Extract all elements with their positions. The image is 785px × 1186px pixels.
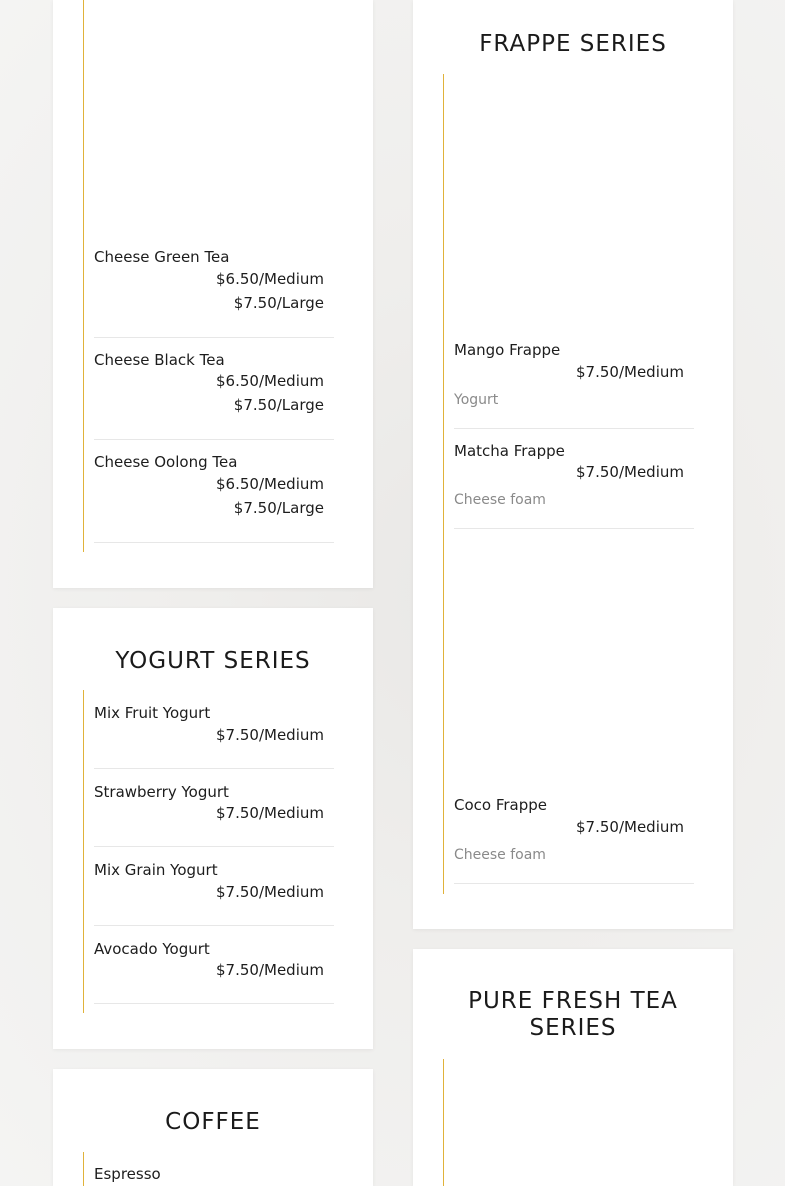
divider xyxy=(454,883,694,884)
coffee-card xyxy=(53,1069,373,1186)
frappe-series-card xyxy=(413,0,733,929)
item-name: Espresso xyxy=(94,1165,161,1183)
menu-item xyxy=(94,783,334,848)
item-name: Mix Grain Yogurt xyxy=(94,861,218,879)
divider xyxy=(454,528,694,529)
menu-item xyxy=(94,248,334,338)
divider xyxy=(94,846,334,847)
price-large: $7.50/Large xyxy=(233,294,324,312)
price-medium: $7.50/Medium xyxy=(576,818,684,836)
accent-line xyxy=(83,1152,84,1186)
item-name: Coco Frappe xyxy=(454,796,548,814)
cheese-series-card xyxy=(53,0,373,588)
pure-fresh-tea-card xyxy=(413,949,733,1186)
price-medium: $7.50/Medium xyxy=(216,883,324,901)
menu-item xyxy=(94,453,334,543)
accent-line xyxy=(83,0,84,552)
price-medium: $7.50/Medium xyxy=(216,961,324,979)
menu-item xyxy=(454,442,694,529)
price-medium: $7.50/Medium xyxy=(576,463,684,481)
item-name: Avocado Yogurt xyxy=(94,940,210,958)
item-name: Mango Frappe xyxy=(454,341,561,359)
menu-item xyxy=(94,861,334,926)
section-title-line2: SERIES xyxy=(529,1015,617,1041)
menu-item xyxy=(94,351,334,441)
item-note: Yogurt xyxy=(454,392,499,408)
divider xyxy=(94,542,334,543)
divider xyxy=(94,337,334,338)
item-name: Matcha Frappe xyxy=(454,442,565,460)
price-medium: $7.50/Medium xyxy=(216,804,324,822)
menu-item xyxy=(94,1165,334,1185)
price-medium: $7.50/Medium xyxy=(216,726,324,744)
section-title: YOGURT SERIES xyxy=(115,648,311,674)
menu-item xyxy=(94,704,334,769)
divider xyxy=(94,768,334,769)
menu-item xyxy=(94,940,334,1005)
section-title: FRAPPE SERIES xyxy=(479,31,667,57)
accent-line xyxy=(443,74,444,894)
item-name: Cheese Black Tea xyxy=(94,351,225,369)
divider xyxy=(454,428,694,429)
price-medium: $6.50/Medium xyxy=(216,270,324,288)
price-medium: $6.50/Medium xyxy=(216,372,324,390)
price-large: $7.50/Large xyxy=(233,499,324,517)
divider xyxy=(94,439,334,440)
yogurt-series-card xyxy=(53,608,373,1049)
accent-line xyxy=(443,1059,444,1186)
item-note: Cheese foam xyxy=(454,847,546,863)
accent-line xyxy=(83,690,84,1013)
item-name: Cheese Oolong Tea xyxy=(94,453,238,471)
price-large: $7.50/Large xyxy=(233,396,324,414)
divider xyxy=(94,1003,334,1004)
divider xyxy=(94,925,334,926)
menu-item xyxy=(454,796,694,884)
section-title-line1: PURE FRESH TEA xyxy=(468,988,678,1014)
menu-item xyxy=(454,341,694,429)
item-name: Mix Fruit Yogurt xyxy=(94,704,211,722)
price-medium: $6.50/Medium xyxy=(216,475,324,493)
item-name: Strawberry Yogurt xyxy=(94,783,229,801)
item-name: Cheese Green Tea xyxy=(94,248,230,266)
item-note: Cheese foam xyxy=(454,492,546,508)
section-title: COFFEE xyxy=(165,1109,261,1135)
price-medium: $7.50/Medium xyxy=(576,363,684,381)
